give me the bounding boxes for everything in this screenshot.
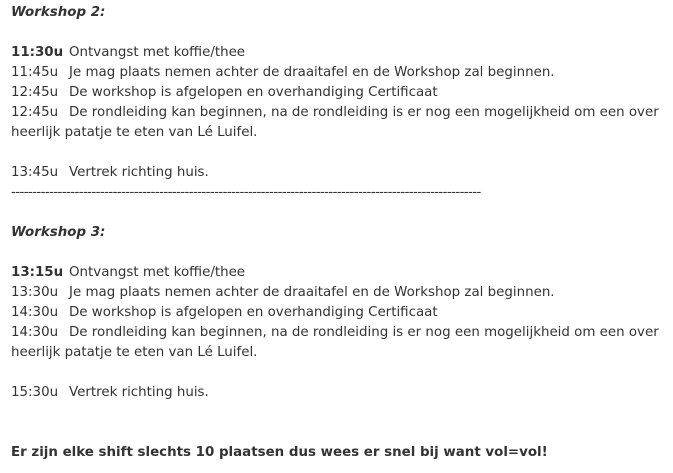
dashed-separator: --------------------------------------------------------------------------------------------------------------- [11,185,481,200]
schedule-text: Je mag plaats nemen achter de draaitafel en de Workshop zal beginnen. [69,65,555,80]
schedule-item [11,323,666,363]
schedule-text: De rondleiding kan beginnen, na de rondleiding is er nog een mogelijkheid om een over heerlijk patatje te eten van Lé Luifel. [11,325,659,360]
schedule-departure [11,383,666,403]
schedule-time: 12:45u [11,105,59,120]
spacer [11,243,666,263]
schedule-text: De rondleiding kan beginnen, na de rondleiding is er nog een mogelijkheid om een over heerlijk patatje te eten van Lé Luifel. [11,105,659,140]
schedule-text: De workshop is afgelopen en overhandiging Certificaat [69,305,438,320]
schedule-item [11,103,666,143]
spacer [11,403,666,423]
schedule-departure [11,163,666,183]
schedule-document [11,3,666,463]
schedule-text: De workshop is afgelopen en overhandiging Certificaat [69,85,438,100]
schedule-item [11,303,666,323]
schedule-time: 15:30u [11,385,59,400]
schedule-time: 11:30u [11,45,64,60]
schedule-text: Ontvangst met koffie/thee [69,265,246,280]
schedule-text: Je mag plaats nemen achter de draaitafel en de Workshop zal beginnen. [69,285,555,300]
schedule-text: Ontvangst met koffie/thee [69,45,246,60]
workshop-2-heading: Workshop 2: [11,5,106,20]
schedule-time: 11:45u [11,65,59,80]
availability-notice: Er zijn elke shift slechts 10 plaatsen dus wees er snel bij want vol=vol! [11,445,548,460]
schedule-item [11,63,666,83]
schedule-item [11,43,666,63]
spacer [11,23,666,43]
schedule-text: Vertrek richting huis. [69,165,209,180]
spacer [11,423,666,443]
schedule-item [11,83,666,103]
schedule-time: 14:30u [11,305,59,320]
spacer [11,363,666,383]
schedule-text: Vertrek richting huis. [69,385,209,400]
workshop-3-heading: Workshop 3: [11,225,106,240]
schedule-time: 13:45u [11,165,59,180]
schedule-time: 13:15u [11,265,64,280]
schedule-time: 12:45u [11,85,59,100]
schedule-time: 14:30u [11,325,59,340]
schedule-item [11,283,666,303]
spacer [11,143,666,163]
spacer [11,203,666,223]
schedule-time: 13:30u [11,285,59,300]
schedule-item [11,263,666,283]
